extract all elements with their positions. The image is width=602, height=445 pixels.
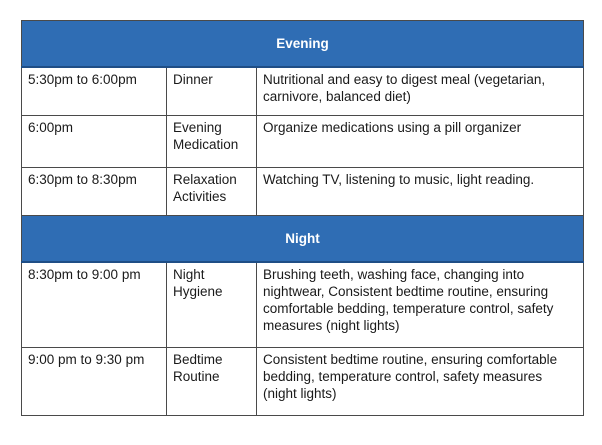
time-cell: 8:30pm to 9:00 pm [22,262,167,348]
detail-cell: Watching TV, listening to music, light reading. [257,168,584,216]
table-row [22,67,584,116]
detail-cell: Nutritional and easy to digest meal (vegetarian, carnivore, balanced diet) [257,67,584,116]
detail-cell: Brushing teeth, washing face, changing into nightwear, Consistent bedtime routine, ensuring comfortable bedding, temperature control, safety measures (night lights) [257,262,584,348]
activity-cell: Dinner [167,67,257,116]
section-title-night: Night [22,216,584,262]
section-title-evening: Evening [22,21,584,67]
detail-cell: Organize medications using a pill organizer [257,116,584,168]
table-row [22,348,584,416]
table-row [22,262,584,348]
time-cell: 6:30pm to 8:30pm [22,168,167,216]
activity-cell: Relaxation Activities [167,168,257,216]
activity-cell: Evening Medication [167,116,257,168]
section-header-row [22,21,584,67]
detail-cell: Consistent bedtime routine, ensuring comfortable bedding, temperature control, safety measures (night lights) [257,348,584,416]
time-cell: 9:00 pm to 9:30 pm [22,348,167,416]
activity-cell: Night Hygiene [167,262,257,348]
activity-cell: Bedtime Routine [167,348,257,416]
table-row [22,168,584,216]
time-cell: 5:30pm to 6:00pm [22,67,167,116]
schedule-table [21,20,584,416]
section-header-row [22,216,584,262]
table-row [22,116,584,168]
time-cell: 6:00pm [22,116,167,168]
